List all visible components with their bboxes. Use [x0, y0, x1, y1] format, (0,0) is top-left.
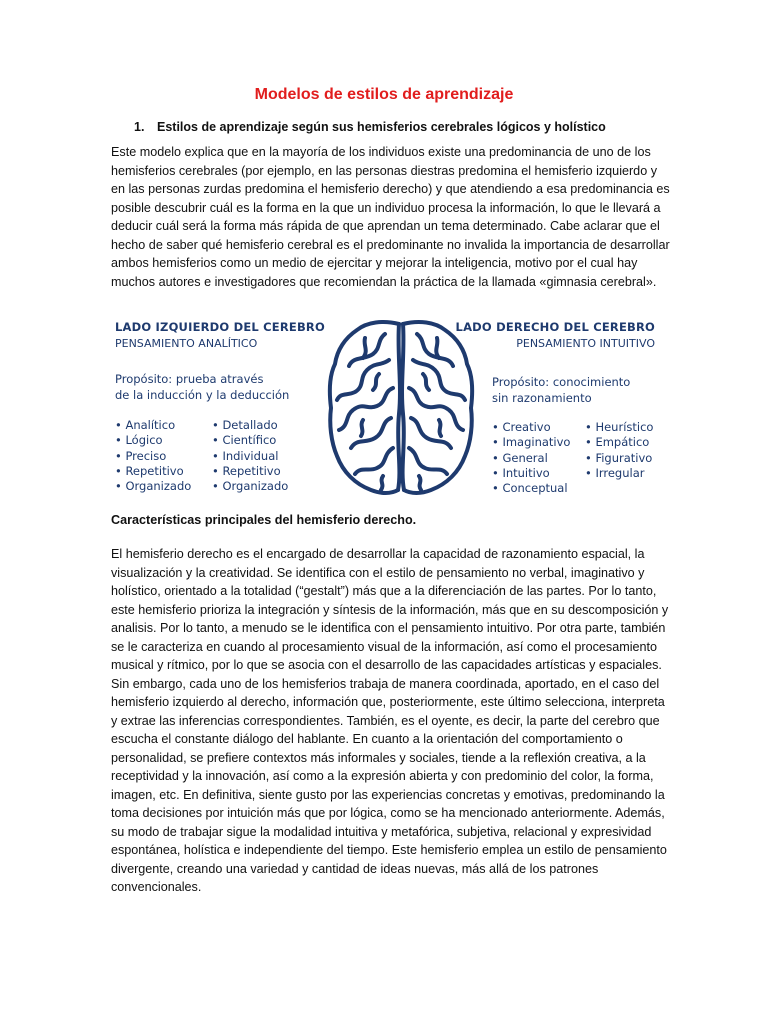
- trait-item: • Conceptual: [492, 481, 570, 496]
- trait-item: • Heurístico: [585, 420, 653, 435]
- trait-item: • Lógico: [115, 433, 191, 448]
- brain-icon: [323, 314, 479, 500]
- section-2-paragraph: El hemisferio derecho es el encargado de desarrollar la capacidad de razonamiento espacial, la visualización y la creatividad. Se identifica con el estilo de pensamiento no verbal, imaginativo y holístico, orientado a la totalidad (“gestalt”) más que a la diferenciación de las partes. Por lo tanto, este hemisferio prioriza la integración y síntesis de la información, más que en su descomposición y analisis. Por lo tanto, a menudo se le identifica con el pensamiento intuitivo. Por otra parte, también se le caracteriza en cuando al procesamiento visual de la información, así como el procesamiento musical y rítmico, por lo que se asocia con el desarrollo de las capacidades artísticas y espaciales. Sin embargo, cada uno de los hemisferios trabaja de manera coordinada, aportado, en el caso del hemisferio izquierdo al derecho, información que, posteriormente, este último selecciona, interpreta y extrae las inferencias correspondientes. También, es el oyente, es decir, la parte del cerebro que escucha el constante diálogo del hablante. En cuanto a la orientación del comportamiento o personalidad, se prefiere contextos más informales y sociales, tiende a la reflexión creativa, a la receptividad y la innovación, así como a la expresión abierta y con predominio del color, la forma, imagen, etc. En definitiva, siente gusto por las experiencias concretas y emotivas, predominando la toma decisiones por intuición más que por lógica, como se ha mencionado anteriormente. Además, su modo de trabajar sigue la modalidad intuitiva y metafórica, subjetiva, relacional y expresividad espontánea, holística e independiente del tiempo. Este hemisferio emplea un estilo de pensamiento divergente, creando una variedad y cantidad de ideas nuevas, más allá de los patrones convencionales.: [111, 547, 669, 894]
- section-1-paragraph: Este modelo explica que en la mayoría de los individuos existe una predominancia de uno de los hemisferios cerebrales (por ejemplo, en las personas diestras predomina el hemisferio izquierdo y en las personas zurdas predomina el hemisferio derecho) y que atendiendo a esa predominancia es posible descubrir cuál es la forma en la que un individuo procesa la información, lo que le llevará a deducir cuál será la forma más rápida de que aprendan un tema determinado. Cabe aclarar que el hecho de saber qué hemisferio cerebral es el predominante no invalida la importancia de desarrollar ambos hemisferios como un medio de ejercitar y mejorar la inteligencia, motivo por el cual hay muchos autores e investigadores que recomiendan la práctica de la llamada «gimnasia cerebral».: [111, 145, 670, 289]
- trait-item: • Repetitivo: [212, 464, 288, 479]
- left-brain-subtitle: PENSAMIENTO ANALÍTICO: [115, 337, 258, 350]
- right-traits-column-1: [492, 420, 570, 496]
- trait-item: • Repetitivo: [115, 464, 191, 479]
- right-traits-column-2: [585, 420, 653, 481]
- trait-item: • Organizado: [115, 479, 191, 494]
- trait-item: • Imaginativo: [492, 435, 570, 450]
- section-2-heading: Características principales del hemisferio derecho.: [111, 513, 417, 527]
- right-brain-purpose: [492, 374, 630, 406]
- left-traits-column-2: [212, 418, 288, 494]
- section-1-heading: [134, 120, 606, 134]
- left-purpose-line-1: Propósito: prueba através: [115, 372, 264, 386]
- section-1-number: 1.: [134, 120, 145, 134]
- section-1-heading-text: Estilos de aprendizaje según sus hemisferios cerebrales lógicos y holístico: [157, 120, 606, 134]
- trait-item: • Creativo: [492, 420, 570, 435]
- left-traits-column-1: [115, 418, 191, 494]
- document-title: Modelos de estilos de aprendizaje: [254, 86, 514, 103]
- trait-item: • Preciso: [115, 449, 191, 464]
- trait-item: • General: [492, 451, 570, 466]
- brain-hemispheres-infographic: [111, 310, 657, 500]
- right-brain-title: LADO DERECHO DEL CEREBRO: [455, 320, 655, 334]
- trait-item: • Figurativo: [585, 451, 653, 466]
- left-brain-purpose: [115, 371, 289, 403]
- right-brain-subtitle: PENSAMIENTO INTUITIVO: [516, 337, 655, 350]
- trait-item: • Intuitivo: [492, 466, 570, 481]
- trait-item: • Organizado: [212, 479, 288, 494]
- trait-item: • Individual: [212, 449, 288, 464]
- trait-item: • Empático: [585, 435, 653, 450]
- right-purpose-line-1: Propósito: conocimiento: [492, 375, 631, 389]
- trait-item: • Analítico: [115, 418, 191, 433]
- trait-item: • Irregular: [585, 466, 653, 481]
- left-brain-title: LADO IZQUIERDO DEL CEREBRO: [115, 320, 325, 334]
- trait-item: • Científico: [212, 433, 288, 448]
- right-purpose-line-2: sin razonamiento: [492, 391, 592, 405]
- trait-item: • Detallado: [212, 418, 288, 433]
- left-purpose-line-2: de la inducción y la deducción: [115, 388, 290, 402]
